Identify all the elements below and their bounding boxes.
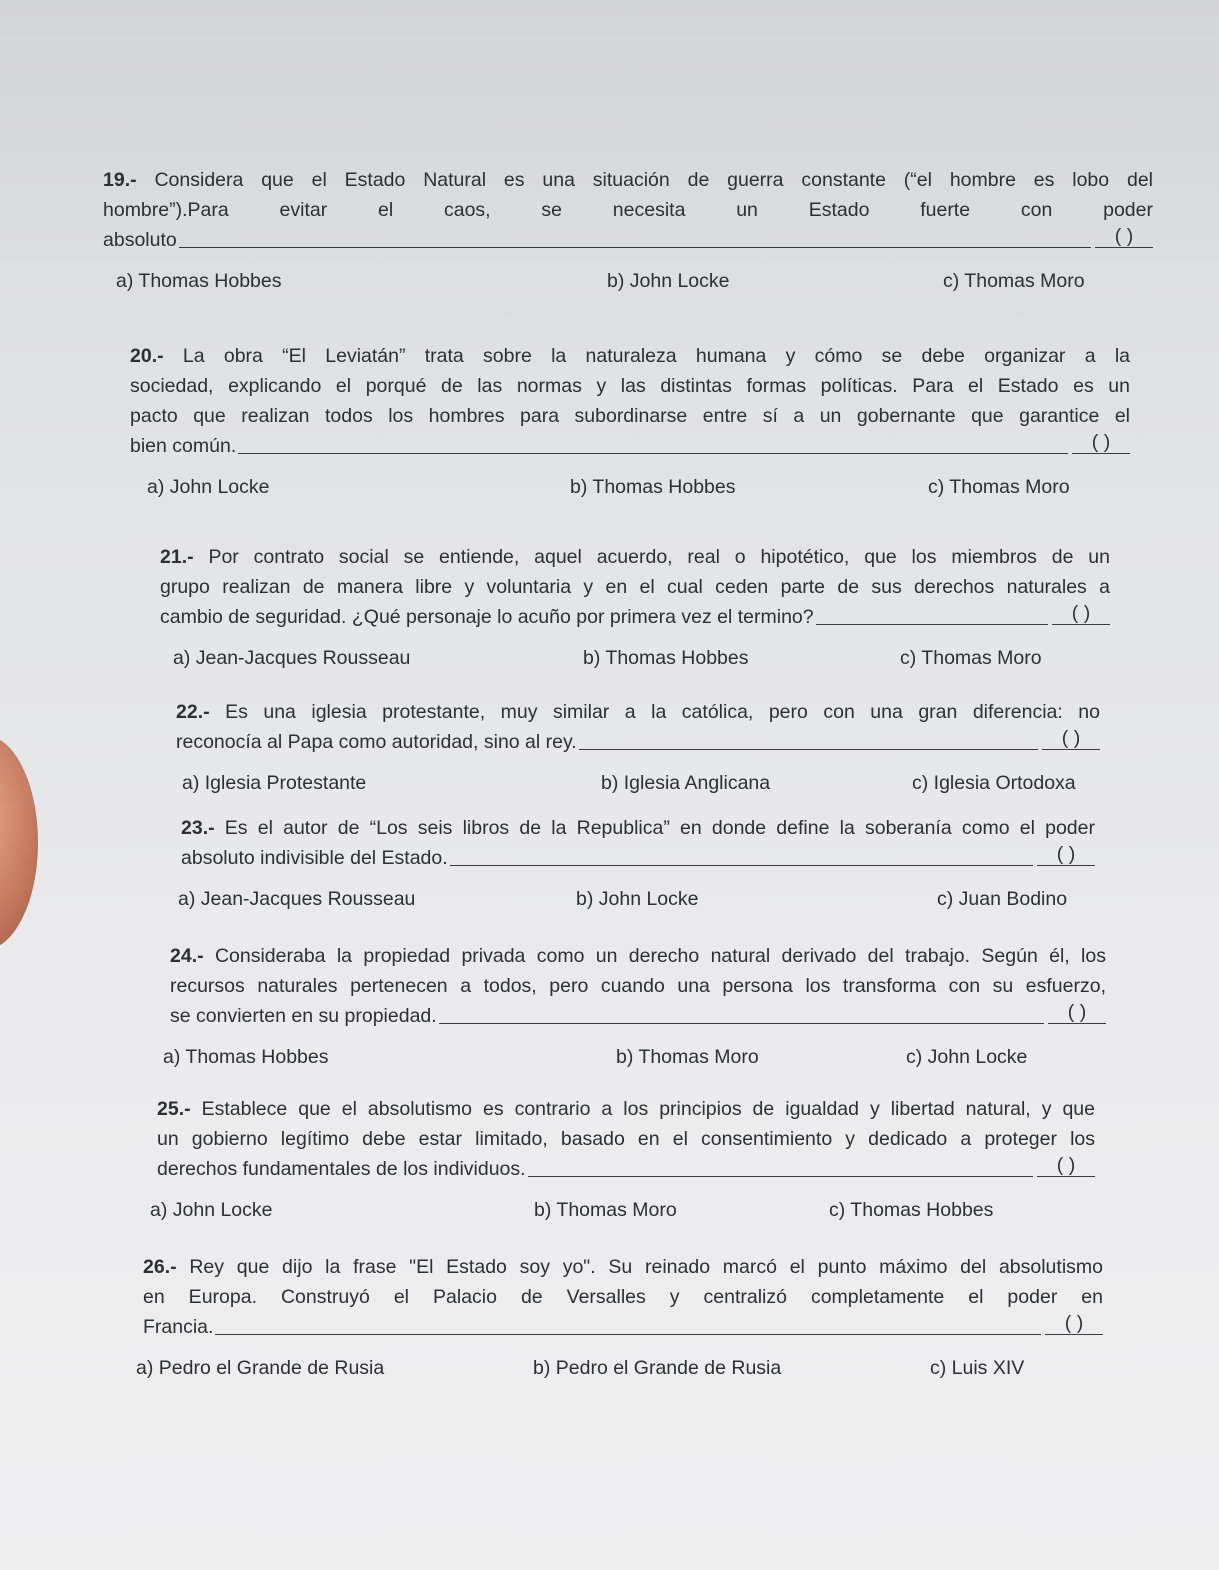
option-c[interactable]: c) Thomas Moro: [928, 476, 1070, 498]
answer-blank-line[interactable]: [816, 624, 1048, 625]
question-text-line: bien común.: [130, 435, 237, 457]
option-c[interactable]: c) Luis XIV: [930, 1357, 1025, 1379]
question-text-line: 19.- Considera que el Estado Natural es una situación de guerra constante (“el hombre es lobo del: [103, 169, 1153, 191]
question-number: 24.-: [170, 945, 204, 967]
question-text: [181, 813, 1095, 873]
question-text-line: un gobierno legítimo debe estar limitado, basado en el consentimiento y dedicado a proteger los: [157, 1128, 1095, 1150]
question-number: 23.-: [181, 817, 215, 839]
question-text-line: 26.- Rey que dijo la frase "El Estado soy yo". Su reinado marcó el punto máximo del absolutismo: [143, 1256, 1103, 1278]
question-text-line: 20.- La obra “El Leviatán” trata sobre la naturaleza humana y cómo se debe organizar a la: [130, 345, 1130, 367]
question-text-line: sociedad, explicando el porqué de las normas y las distintas formas políticas. Para el Estado es un: [130, 375, 1130, 397]
option-b[interactable]: b) John Locke: [607, 270, 730, 292]
question-number: 20.-: [130, 345, 164, 367]
question-text-line: 24.- Consideraba la propiedad privada como un derecho natural derivado del trabajo. Según él, los: [170, 945, 1106, 967]
answer-blank-line[interactable]: [579, 749, 1038, 750]
option-b[interactable]: b) John Locke: [576, 888, 699, 910]
option-b[interactable]: b) Thomas Hobbes: [570, 476, 736, 498]
finger-photo-artifact: [0, 735, 38, 950]
answer-parentheses[interactable]: ( ): [1095, 225, 1153, 248]
question-text-line: recursos naturales pertenecen a todos, pero cuando una persona los transforma con su esfuerzo,: [170, 975, 1106, 997]
question-last-line: [130, 431, 1130, 461]
answer-parentheses[interactable]: ( ): [1048, 1001, 1106, 1024]
question-last-line: [160, 602, 1110, 632]
answer-blank-line[interactable]: [179, 247, 1091, 248]
answer-parentheses[interactable]: ( ): [1052, 602, 1110, 625]
option-b[interactable]: b) Thomas Moro: [534, 1199, 677, 1221]
question-text-line: cambio de seguridad. ¿Qué personaje lo acuño por primera vez el termino?: [160, 606, 814, 628]
answer-blank-line[interactable]: [450, 865, 1033, 866]
question-text: [157, 1094, 1095, 1184]
option-b[interactable]: b) Iglesia Anglicana: [601, 772, 771, 794]
question-text-line: 23.- Es el autor de “Los seis libros de la Republica” en donde define la soberanía como el poder: [181, 817, 1095, 839]
question-text-line: absoluto: [103, 229, 177, 251]
question-text-line: 21.- Por contrato social se entiende, aquel acuerdo, real o hipotético, que los miembros de un: [160, 546, 1110, 568]
question-number: 21.-: [160, 546, 194, 568]
question-last-line: [170, 1001, 1106, 1031]
option-c[interactable]: c) Iglesia Ortodoxa: [912, 772, 1076, 794]
question-text-line: 25.- Establece que el absolutismo es contrario a los principios de igualdad y libertad natural, y que: [157, 1098, 1095, 1120]
option-a[interactable]: a) Pedro el Grande de Rusia: [136, 1357, 385, 1379]
option-b[interactable]: b) Pedro el Grande de Rusia: [533, 1357, 782, 1379]
question-number: 22.-: [176, 701, 210, 723]
question-text-line: absoluto indivisible del Estado.: [181, 847, 448, 869]
question-text: [170, 941, 1106, 1031]
question-last-line: [103, 225, 1153, 255]
option-a[interactable]: a) Iglesia Protestante: [182, 772, 367, 794]
option-a[interactable]: a) Thomas Hobbes: [163, 1046, 329, 1068]
answer-blank-line[interactable]: [215, 1334, 1041, 1335]
question-text: [130, 341, 1130, 461]
question-text-line: se convierten en su propiedad.: [170, 1005, 437, 1027]
question-text-line: Francia.: [143, 1316, 214, 1338]
question-last-line: [176, 727, 1100, 757]
question-text-line: grupo realizan de manera libre y voluntaria y en el cual ceden parte de sus derechos naturales a: [160, 576, 1110, 598]
question-last-line: [143, 1312, 1103, 1342]
option-a[interactable]: a) Jean-Jacques Rousseau: [178, 888, 416, 910]
answer-blank-line[interactable]: [439, 1023, 1044, 1024]
option-a[interactable]: a) Jean-Jacques Rousseau: [173, 647, 411, 669]
option-a[interactable]: a) John Locke: [147, 476, 270, 498]
option-c[interactable]: c) Thomas Moro: [900, 647, 1042, 669]
answer-parentheses[interactable]: ( ): [1045, 1312, 1103, 1335]
option-c[interactable]: c) Thomas Moro: [943, 270, 1085, 292]
option-c[interactable]: c) Juan Bodino: [937, 888, 1068, 910]
question-text: [160, 542, 1110, 632]
question-number: 25.-: [157, 1098, 191, 1120]
question-text: [103, 165, 1153, 255]
question-text-line: 22.- Es una iglesia protestante, muy similar a la católica, pero con una gran diferencia: no: [176, 701, 1100, 723]
answer-blank-line[interactable]: [528, 1176, 1033, 1177]
option-b[interactable]: b) Thomas Moro: [616, 1046, 759, 1068]
question-text-line: derechos fundamentales de los individuos.: [157, 1158, 526, 1180]
option-c[interactable]: c) John Locke: [906, 1046, 1028, 1068]
answer-parentheses[interactable]: ( ): [1042, 727, 1100, 750]
question-text: [176, 697, 1100, 757]
question-last-line: [181, 843, 1095, 873]
question-text-line: pacto que realizan todos los hombres para subordinarse entre sí a un gobernante que garantice el: [130, 405, 1130, 427]
option-c[interactable]: c) Thomas Hobbes: [829, 1199, 994, 1221]
option-a[interactable]: a) John Locke: [150, 1199, 273, 1221]
question-number: 19.-: [103, 169, 137, 191]
question-text: [143, 1252, 1103, 1342]
answer-parentheses[interactable]: ( ): [1037, 843, 1095, 866]
option-a[interactable]: a) Thomas Hobbes: [116, 270, 282, 292]
question-last-line: [157, 1154, 1095, 1184]
question-text-line: hombre”).Para evitar el caos, se necesita un Estado fuerte con poder: [103, 199, 1153, 221]
option-b[interactable]: b) Thomas Hobbes: [583, 647, 749, 669]
question-number: 26.-: [143, 1256, 177, 1278]
question-text-line: reconocía al Papa como autoridad, sino al rey.: [176, 731, 577, 753]
answer-parentheses[interactable]: ( ): [1072, 431, 1130, 454]
answer-parentheses[interactable]: ( ): [1037, 1154, 1095, 1177]
question-text-line: en Europa. Construyó el Palacio de Versalles y centralizó completamente el poder en: [143, 1286, 1103, 1308]
answer-blank-line[interactable]: [238, 453, 1068, 454]
